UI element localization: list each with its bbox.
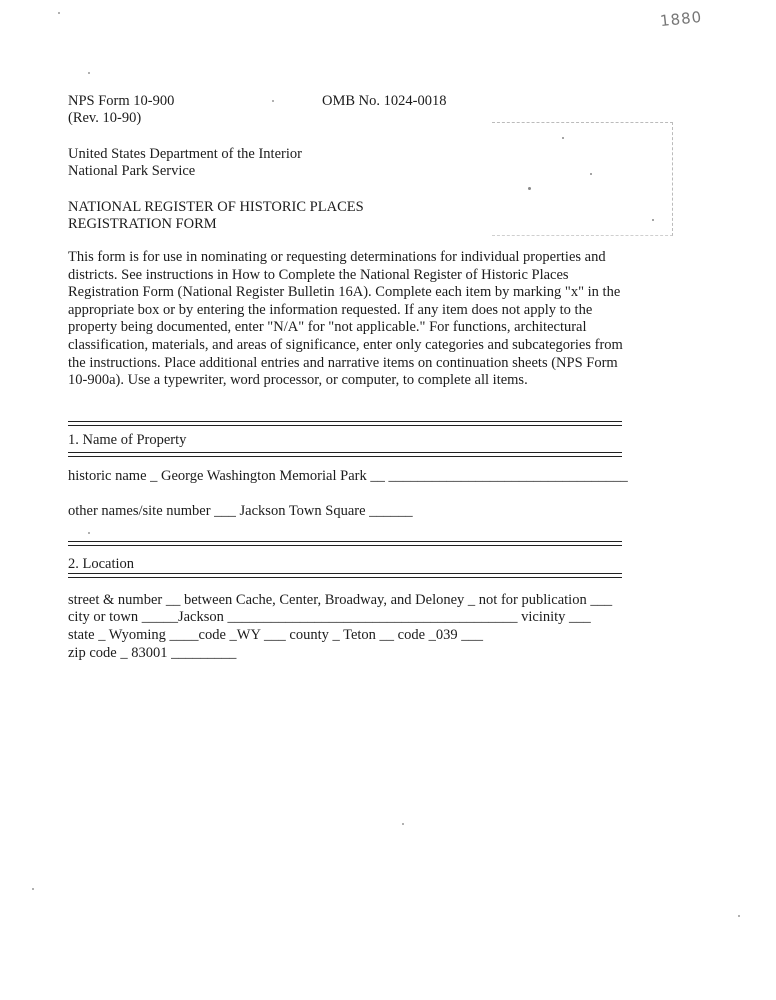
city-town-field: city or town _____Jackson ________________________________________ vicinity ___ xyxy=(68,609,591,625)
historic-name-field: historic name _ George Washington Memorial Park __ _________________________________ xyxy=(68,468,628,484)
section2-heading: 2. Location xyxy=(68,556,135,572)
section-divider xyxy=(68,421,622,426)
faded-stamp-box xyxy=(492,122,673,236)
street-number-field: street & number __ between Cache, Center, Broadway, and Deloney _ not for publication ___ xyxy=(68,592,613,608)
form-title-line1: NATIONAL REGISTER OF HISTORIC PLACES xyxy=(68,199,364,215)
state-county-field: state _ Wyoming ____code _WY ___ county _ Teton __ code _039 ___ xyxy=(68,627,484,643)
section1-heading: 1. Name of Property xyxy=(68,432,187,448)
section-divider xyxy=(68,541,622,546)
form-revision: (Rev. 10-90) xyxy=(68,110,142,126)
scan-speck xyxy=(88,72,90,74)
scan-speck xyxy=(88,532,90,534)
scan-speck xyxy=(58,12,60,14)
form-title-line2: REGISTRATION FORM xyxy=(68,216,217,232)
section-divider xyxy=(68,452,622,457)
form-number: NPS Form 10-900 xyxy=(68,93,175,109)
other-names-field: other names/site number ___ Jackson Town Square ______ xyxy=(68,503,413,519)
zip-code-field: zip code _ 83001 _________ xyxy=(68,645,237,661)
scan-speck xyxy=(272,100,274,102)
service-name: National Park Service xyxy=(68,163,196,179)
scan-speck xyxy=(738,915,740,917)
scan-speck xyxy=(32,888,34,890)
scan-speck xyxy=(402,823,404,825)
department-name: United States Department of the Interior xyxy=(68,146,302,162)
omb-number: OMB No. 1024-0018 xyxy=(322,93,447,109)
handwritten-page-number: 1880 xyxy=(659,7,704,31)
instructions-paragraph: This form is for use in nominating or requesting determinations for individual properties and districts. See instructions in How to Complete the National Register of Historic Places Registration Form (National Register Bulletin 16A). Complete each item by marking "x" in the appropriate box or by entering the information requested. If any item does not apply to the property being documented, enter "N/A" for "not applicable." For functions, architectural classification, materials, and areas of significance, enter only categories and subcategories from the instructions. Place additional entries and narrative items on continuation sheets (NPS Form 10-900a). Use a typewriter, word processor, or computer, to complete all items. xyxy=(68,249,623,389)
section-divider xyxy=(68,573,622,578)
